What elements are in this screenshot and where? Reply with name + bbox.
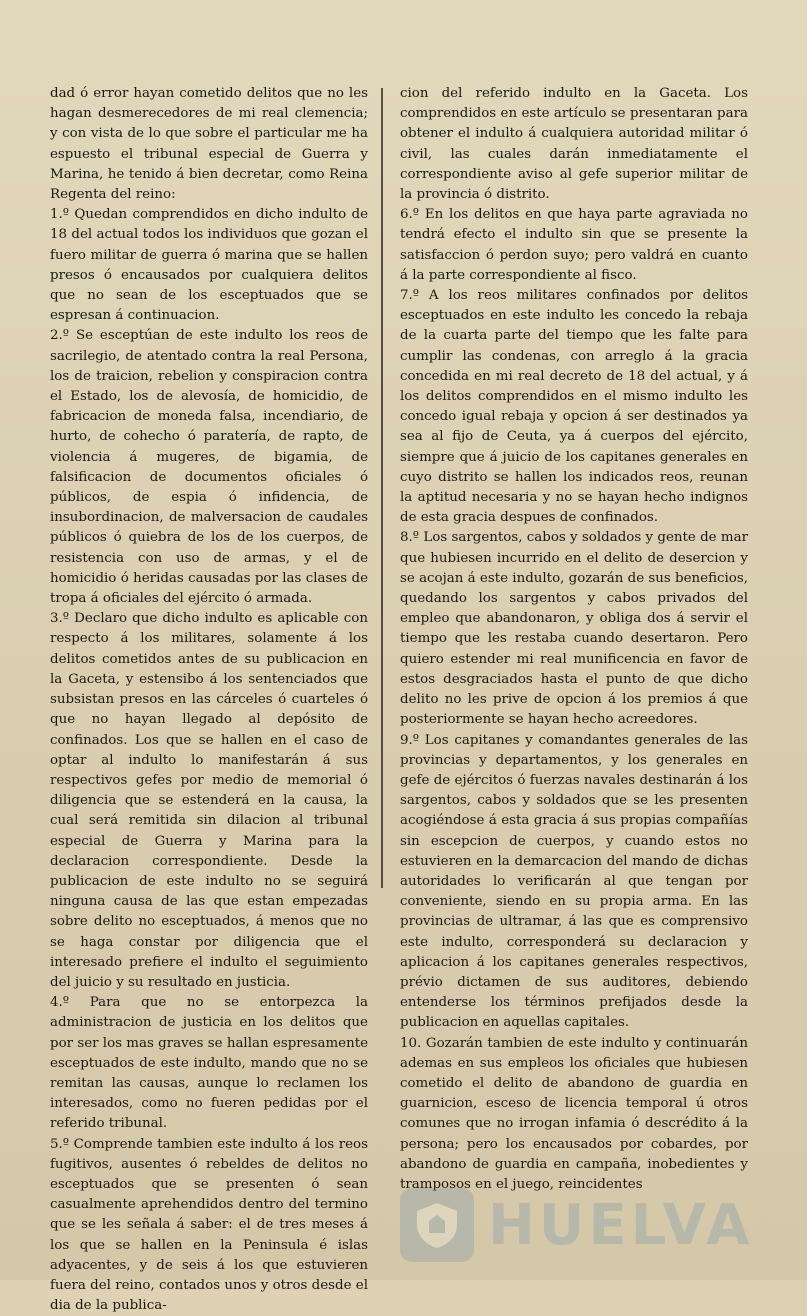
paragraph-intro: dad ó error hayan cometido delitos que no les hagan desmerecedores de mi real clemencia; y con vista de lo que sobre el particular me ha espuesto el tribunal especial de Guerra y Marina, he tenido á bien decretar, como Reina Regenta del reino: (50, 86, 368, 203)
article-5: 5.º Comprende tambien este indulto á los reos fugitivos, ausentes ó rebeldes de delitos no esceptuados que se presenten ó sean casualmente aprehendidos dentro del termino que se les señala á saber: el de tres meses á los que se hallen en la Peninsula é islas adyacentes, y de seis á los que estuvieren fuera del reino, contados unos y otros desde el dia de la publica- (50, 1136, 368, 1314)
article-3: 3.º Declaro que dicho indulto es aplicable con respecto á los militares, solamente á los delitos cometidos antes de su publicacion en la Gaceta, y estensibo á los sentenciados que subsistan presos en las cárceles ó cuarteles ó que no hayan llegado al depósito de confinados. Los que se hallen en el caso de optar al indulto lo manifestarán á sus respectivos gefes por medio de memorial ó diligencia que se estenderá en la causa, la cual será remitida sin dilacion al tribunal especial de Guerra y Marina para la declaracion correspondiente. Desde la publicacion de este indulto no se seguirá ninguna causa de las que estan empezadas sobre delito no esceptuados, á menos que no se haga constar por diligencia que el interesado prefiere el indulto el seguimiento del juicio y su resultado en justicia. (50, 611, 368, 990)
right-column (400, 84, 748, 1195)
left-column (50, 84, 368, 1316)
article-2: 2.º Se esceptúan de este indulto los reos de sacrilegio, de atentado contra la real Persona, los de traicion, rebelion y conspiracion contra el Estado, los de alevosía, de homicidio, de fabricacion de moneda falsa, incendiario, de hurto, de cohecho ó paratería, de rapto, de violencia á mugeres, de bigamia, de falsificacion de documentos oficiales ó públicos, de espia ó infidencia, de insubordinacion, de malversacion de caudales públicos ó quiebra de los de los cuerpos, de resistencia con uso de armas, y el de homicidio ó heridas causadas por las clases de tropa á oficiales del ejército ó armada. (50, 328, 368, 607)
article-8: 8.º Los sargentos, cabos y soldados y gente de mar que hubiesen incurrido en el delito de desercion y se acojan á este indulto, gozarán de sus beneficios, quedando los sargentos y cabos privados del empleo que abandonaron, y obliga dos á servir el tiempo que les restaba cuando desertaron. Pero quiero estender mi real munificencia en favor de estos desgraciados hasta el punto de que dicho delito no les prive de opcion á los premios á que posteriormente se hayan hecho acreedores. (400, 530, 748, 728)
archive-watermark (400, 1180, 780, 1270)
article-1: 1.º Quedan comprendidos en dicho indulto de 18 del actual todos los individuos que gozan el fuero militar de guerra ó marina que se hallen presos ó encausados por cualquiera delitos que no sean de los esceptuados que se espresan á continuacion. (50, 207, 368, 324)
article-4: 4.º Para que no se entorpezca la administracion de justicia en los delitos que por ser los mas graves se hallan espresamente esceptuados de este indulto, mando que no se remitan las causas, aunque lo reclamen los interesados, como no fueren pedidas por el referido tribunal. (50, 995, 368, 1132)
archive-shield-icon (400, 1188, 474, 1262)
article-6: 6.º En los delitos en que haya parte agraviada no tendrá efecto el indulto sin que se presente la satisfaccion ó perdon suyo; pero valdrá en cuanto á la parte correspondiente al fisco. (400, 207, 748, 283)
column-divider (381, 88, 383, 888)
article-5-continued: cion del referido indulto en la Gaceta. Los comprendidos en este artículo se presentaran para obtener el indulto á cualquiera autoridad militar ó civil, las cuales darán inmediatamente el correspondiente aviso al gefe superior militar de la provincia ó distrito. (400, 86, 748, 203)
article-7: 7.º A los reos militares confinados por delitos esceptuados en este indulto les concedo la rebaja de la cuarta parte del tiempo que les falte para cumplir las condenas, con arreglo á la gracia concedida en mi real decreto de 18 del actual, y á los delitos comprendidos en el mismo indulto les concedo igual rebaja y opcion á ser destinados ya sea al fijo de Ceuta, ya á cuerpos del ejército, siempre que á juicio de los capitanes generales en cuyo distrito se hallen los indicados reos, reunan la aptitud necesaria y no se hayan hecho indignos de esta gracia despues de confinados. (400, 288, 748, 526)
article-9: 9.º Los capitanes y comandantes generales de las provincias y departamentos, y los generales en gefe de ejércitos ó fuerzas navales destinarán á los sargentos, cabos y soldados que se les presenten acogiéndose á esta gracia á sus propias compañías sin escepcion de cuerpos, y cuando estos no estuvieren en la demarcacion del mando de dichas autoridades lo verificarán al que tengan por conveniente, siendo en su propia arma. En las provincias de ultramar, á las que es comprensivo este indulto, corresponderá su declaracion y aplicacion á los capitanes generales respectivos, prévio dictamen de sus auditores, debiendo entenderse los términos prefijados desde la publicacion en aquellas capitales. (400, 732, 748, 1031)
article-10: 10. Gozarán tambien de este indulto y continuarán ademas en sus empleos los oficiales que hubiesen cometido el delito de abandono de guardia en guarnicion, esceso de licencia temporal ú otros comunes que no irrogan infamia ó descrédito á la persona; pero los encausados por cobardes, por abandono de guardia en campaña, inobedientes y tramposos en el juego, reincidentes (400, 1035, 748, 1192)
watermark-text: HUELVA (488, 1192, 754, 1258)
